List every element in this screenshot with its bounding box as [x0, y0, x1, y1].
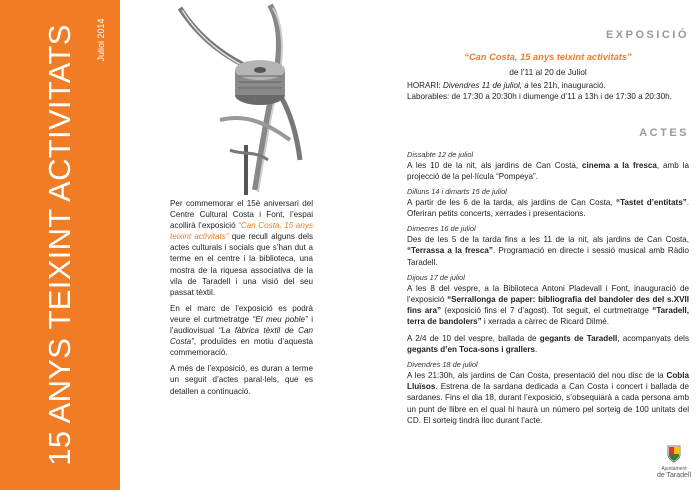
coat-of-arms-icon	[667, 445, 681, 463]
intro-paragraph-1: Per commemorar el 15è aniversari del Centre Cultural Costa i Font, l’espai acollirà l’exposició “Can Costa, 15 anys teixint activitats” que recull alguns dels actes culturals i socials que s’han dut a terme en el centre i la biblioteca, una mostra de la riquesa associativa de la vila de Taradell i una visió del seu passat tèxtil.	[170, 199, 314, 297]
intro-text	[170, 198, 313, 402]
event-item: A 2/4 de 10 del vespre, ballada de gegants de Taradell, acompanyats dels gegants d’en Toca-sons i grallers.	[407, 334, 689, 355]
event-item: Dijous 17 de juliol A les 8 del vespre, a la Biblioteca Antoni Pladevall i Font, inauguració de l’exposició “Serrallonga de paper: bibliografia del bandoler des del s.XVII fins ara” (exposició fins el 7 d’agost). Tot seguit, el curtmetratge “Taradell, terra de bandolers” i xerrada a càrrec de Ricard Dilmé.	[407, 272, 690, 326]
actes-heading: ACTES	[639, 127, 689, 139]
event-date: Dijous 17 de juliol	[407, 272, 465, 282]
event-date: Divendres 18 de juliol	[407, 360, 478, 370]
exhibition-title-highlight: “Can Costa, 15 anys teixint activitats”	[170, 221, 313, 242]
taradell-logo: Ajuntament de Taradell	[654, 445, 694, 487]
event-date: Dimecres 16 de juliol	[407, 224, 476, 234]
sidebar	[0, 0, 120, 490]
event-item: Dilluns 14 i dimarts 15 de juliol A partir de les 6 de la tarda, als jardins de Can Costa, “Tastet d’entitats”. Oferiran petits concerts, xerrades i presentacions.	[407, 187, 689, 219]
exhibition-hours: HORARI: Divendres 11 de juliol, a les 21h, inauguració. Laborables: de 17:30 a 20:30h i diumenge d’11 a 13h i de 17:30 a 20:30h.	[407, 80, 689, 102]
exhibition-dates: de l’11 al 20 de Juliol	[509, 67, 587, 77]
event-date: Dilluns 14 i dimarts 15 de juliol	[407, 187, 507, 197]
intro-paragraph-3: A més de l’exposició, es duran a terme un seguit d’actes paral·lels, que es detallen a continuació.	[170, 364, 313, 396]
sidebar-date: Juliol 2014	[96, 18, 106, 62]
exhibition-title: “Can Costa, 15 anys teixint activitats”	[464, 52, 632, 62]
events-list	[407, 149, 689, 430]
sculpture-image	[160, 0, 310, 195]
intro-paragraph-2: En el marc de l’exposició es podrà veure el curtmetratge “El meu poble” i l’audiovisual “La fàbrica tèxtil de Can Costa”, produïdes en motiu d’aquesta commemoració.	[170, 303, 313, 358]
event-item: Divendres 18 de juliol A les 21:30h, als jardins de Can Costa, presentació del nou disc de la Cobla Lluïsos. Estrena de la sardana dedicada a Can Costa i concert i ballada de sardanes. Fins el dia 18, durant l’exposició, s’obsequiarà a cada persona amb un punt de llibre en el qual hi haurà un número pel sorteig de 100 unitats del CD. El sorteig tindrà lloc durant l’acte.	[407, 360, 689, 425]
weekday-hours: Laborables: de 17:30 a 20:30h i diumenge d’11 a 13h i de 17:30 a 20:30h.	[407, 92, 672, 101]
event-date: Dissabte 12 de juliol	[407, 150, 474, 159]
sidebar-title: 15 ANYS TEIXINT ACTIVITATS	[42, 24, 77, 466]
event-item: Dissabte 12 de juliol A les 10 de la nit, als jardins de Can Costa, cinema a la fresca, amb la projecció de la pel·lícula “Pompeya”.	[407, 150, 689, 182]
event-item: Dimecres 16 de juliol Des de les 5 de la tarda fins a les 11 de la nit, als jardins de Can Costa, “Terrassa a la fresca”. Programació en directe i sessió musical amb Ràdio Taradell.	[407, 224, 690, 267]
exposicio-heading: EXPOSICIÓ	[605, 29, 689, 41]
